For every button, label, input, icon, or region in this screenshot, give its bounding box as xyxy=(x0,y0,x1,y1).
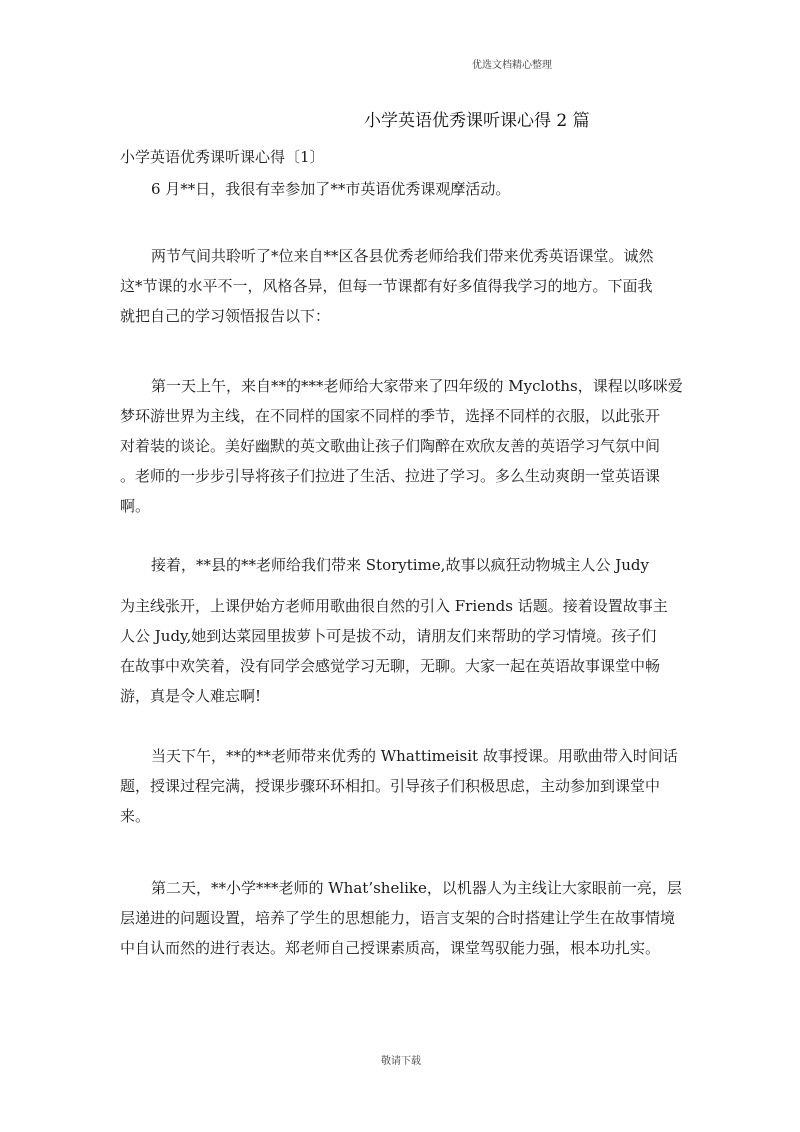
paragraph-line: 当天下午，**的**老师带来优秀的 Whattimeisit 故事授课。用歌曲带入时间话 xyxy=(151,747,678,765)
paragraph-line: 。老师的一步步引导将孩子们拉进了生活、拉进了学习。多么生动爽朗一堂英语课 xyxy=(120,467,661,485)
paragraph-1 xyxy=(120,174,685,204)
paragraph-6 xyxy=(120,741,685,831)
paragraph-line: 两节气间共聆听了*位来自**区各县优秀老师给我们带来优秀英语课堂。诚然 xyxy=(151,247,654,265)
paragraph-line: 梦环游世界为主线，在不同样的国家不同样的季节，选择不同样的衣服，以此张开 xyxy=(120,407,661,425)
paragraph-5 xyxy=(120,591,685,711)
paragraph-line: 为主线张开，上课伊始方老师用歌曲很自然的引入 Friends 话题。接着设置故事主 xyxy=(120,597,668,615)
paragraph-line: 游，真是令人难忘啊! xyxy=(120,687,262,705)
paragraph-line: 在故事中欢笑着，没有同学会感觉学习无聊，无聊。大家一起在英语故事课堂中畅 xyxy=(120,657,661,675)
paragraph-line: 中自认而然的进行表达。郑老师自己授课素质高，课堂驾驭能力强，根本功扎实。 xyxy=(120,939,661,957)
document-title: 小学英语优秀课听课心得 2 篇 xyxy=(364,111,590,131)
paragraph-line: 第一天上午，来自**的***老师给大家带来了四年级的 Mycloths，课程以哆咪爱 xyxy=(151,377,683,395)
paragraph-line: 6 月**日，我很有幸参加了**市英语优秀课观摩活动。 xyxy=(151,180,511,198)
paragraph-line: 就把自己的学习领悟报告以下： xyxy=(120,307,331,325)
paragraph-3 xyxy=(120,371,685,521)
paragraph-line: 这*节课的水平不一，风格各异，但每一节课都有好多值得我学习的地方。下面我 xyxy=(120,277,653,295)
paragraph-7 xyxy=(120,873,685,963)
paragraph-line: 题，授课过程完满，授课步骤环环相扣。引导孩子们积极思虑，主动参加到课堂中 xyxy=(120,777,661,795)
paragraph-line: 对着装的谈论。美好幽默的英文歌曲让孩子们陶醉在欢欣友善的英语学习气氛中间 xyxy=(120,437,661,455)
paragraph-line: 啊。 xyxy=(120,497,151,515)
paragraph-2 xyxy=(120,241,685,331)
paragraph-4 xyxy=(120,550,685,580)
section-subtitle: 小学英语优秀课听课心得〔1〕 xyxy=(120,148,325,166)
page-header: 优选文档精心整理 xyxy=(472,60,552,71)
paragraph-line: 人公 Judy,她到达菜园里拔萝卜可是拔不动，请朋友们来帮助的学习情境。孩子们 xyxy=(120,627,657,645)
paragraph-line: 层递进的问题设置，培养了学生的思想能力，语言支架的合时搭建让学生在故事情境 xyxy=(120,909,676,927)
page-footer: 敬请下载 xyxy=(381,1056,421,1067)
paragraph-line: 接着，**县的**老师给我们带来 Storytime,故事以疯狂动物城主人公 Judy xyxy=(151,556,649,574)
paragraph-line: 第二天，**小学***老师的 What’shelike，以机器人为主线让大家眼前一亮，层 xyxy=(151,879,682,897)
paragraph-line: 来。 xyxy=(120,807,151,825)
